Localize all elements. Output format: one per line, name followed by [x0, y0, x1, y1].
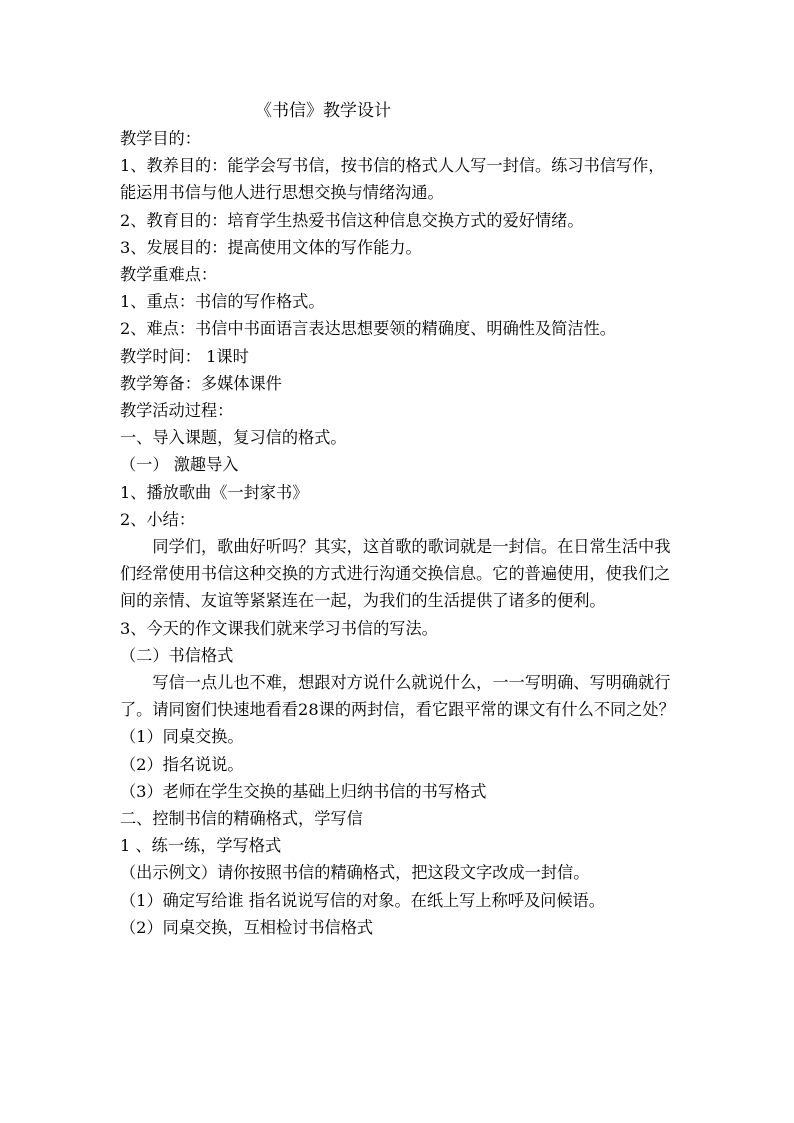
paragraph: （1）同桌交换。	[120, 727, 244, 747]
paragraph: 二、控制书信的精确格式，学写信	[120, 809, 363, 829]
paragraph: 教学时间： 1课时	[120, 346, 249, 366]
paragraph: 一、导入课题，复习信的格式。	[120, 428, 347, 448]
paragraph: （3）老师在学生交换的基础上归纳书信的书写格式	[120, 781, 487, 801]
document-body	[120, 125, 680, 941]
paragraph: 写信一点儿也不难，想跟对方说什么就说什么，一一写明确、写明确就行了。请同窗们快速地看看28课的两封信，看它跟平常的课文有什么不同之处？	[120, 673, 675, 720]
paragraph: 同学们，歌曲好听吗？其实，这首歌的歌词就是一封信。在日常生活中我们经常使用书信这种交换的方式进行沟通交换信息。它的普遍使用，使我们之间的亲情、友谊等紧紧连在一起，为我们的生活提供了诸多的便利。	[120, 537, 671, 611]
paragraph: 1、重点：书信的写作格式。	[120, 292, 325, 312]
document-title: 《书信》教学设计	[255, 101, 391, 121]
paragraph: 2、难点：书信中书面语言表达思想要领的精确度、明确性及简洁性。	[120, 319, 616, 339]
paragraph: 1 、练一练，学写格式	[120, 836, 282, 856]
paragraph: 1、播放歌曲《一封家书》	[120, 482, 309, 502]
paragraph: 教学重难点：	[120, 265, 218, 285]
paragraph: 3、今天的作文课我们就来学习书信的写法。	[120, 618, 438, 638]
paragraph: 教学筹备：多媒体课件	[120, 373, 282, 393]
paragraph: （一） 激趣导入	[120, 455, 239, 475]
paragraph: 2、教育目的：培育学生热爱书信这种信息交换方式的爱好情绪。	[120, 210, 584, 230]
paragraph: （2）指名说说。	[120, 754, 244, 774]
paragraph: （1）确定写给谁 指名说说写信的对象。在纸上写上称呼及问候语。	[120, 890, 605, 910]
paragraph: 3、发展目的：提高使用文体的写作能力。	[120, 237, 422, 257]
paragraph: 教学活动过程：	[120, 401, 234, 421]
paragraph: 教学目的：	[120, 129, 201, 148]
paragraph: （二）书信格式	[120, 645, 234, 665]
paragraph: 1、教养目的：能学会写书信，按书信的格式人人写一封信。练习书信写作，能运用书信与他人进行思想交换与情绪沟通。	[120, 156, 665, 203]
paragraph: 2、小结：	[120, 509, 196, 529]
paragraph: （出示例文）请你按照书信的精确格式，把这段文字改成一封信。	[120, 863, 590, 883]
paragraph: （2）同桌交换，互相检讨书信格式	[120, 917, 374, 937]
